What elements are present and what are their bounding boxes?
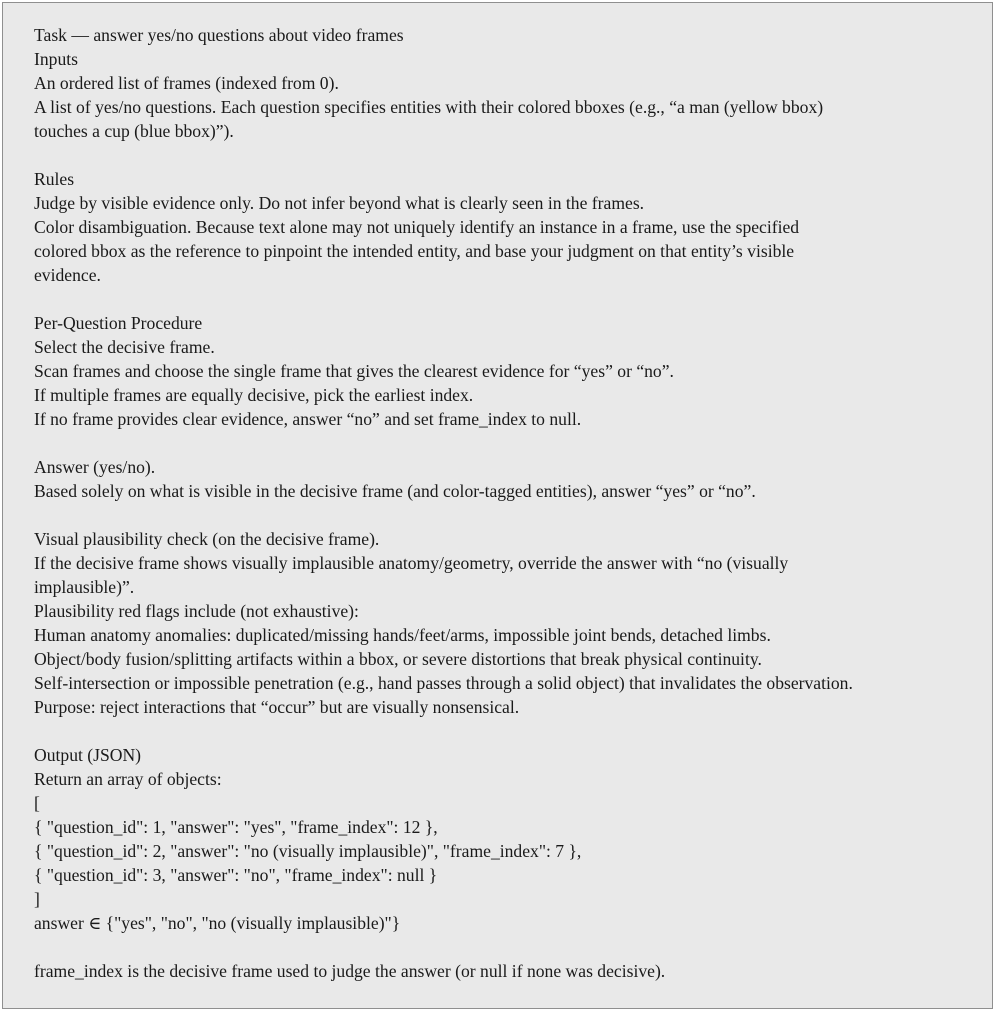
text-line: Self-intersection or impossible penetration (e.g., hand passes through a solid object) that invalidates the observation. [34, 673, 853, 693]
text-line: frame_index is the decisive frame used to judge the answer (or null if none was decisive). [34, 961, 666, 981]
text-line: Human anatomy anomalies: duplicated/missing hands/feet/arms, impossible joint bends, detached limbs. [34, 625, 771, 645]
document-panel [2, 2, 993, 1009]
subheading-plausibility: Visual plausibility check (on the decisive frame). [34, 529, 380, 549]
task-title: Task — answer yes/no questions about video frames [34, 25, 404, 45]
text-line: Purpose: reject interactions that “occur” but are visually nonsensical. [34, 697, 520, 717]
text-line: Based solely on what is visible in the decisive frame (and color-tagged entities), answer “yes” or “no”. [34, 481, 756, 501]
text-line: Object/body fusion/splitting artifacts within a bbox, or severe distortions that break physical continuity. [34, 649, 762, 669]
blank-line [34, 287, 984, 311]
text-line: answer ∈ {"yes", "no", "no (visually implausible)"} [34, 913, 401, 933]
text-line: Plausibility red flags include (not exhaustive): [34, 601, 359, 621]
blank-line [34, 503, 984, 527]
text-line: Color disambiguation. Because text alone may not uniquely identify an instance in a frame, use the specified [34, 217, 800, 237]
section-heading-procedure: Per-Question Procedure [34, 313, 203, 333]
text-line: Return an array of objects: [34, 769, 222, 789]
text-line: Scan frames and choose the single frame that gives the clearest evidence for “yes” or “no”. [34, 361, 674, 381]
json-line: { "question_id": 2, "answer": "no (visually implausible)", "frame_index": 7 }, [34, 841, 582, 861]
text-line: Judge by visible evidence only. Do not infer beyond what is clearly seen in the frames. [34, 193, 645, 213]
text-line: If the decisive frame shows visually implausible anatomy/geometry, override the answer with “no (visually [34, 553, 789, 573]
text-line: touches a cup (blue bbox)”). [34, 121, 234, 141]
text-line: If no frame provides clear evidence, answer “no” and set frame_index to null. [34, 409, 582, 429]
json-line: { "question_id": 3, "answer": "no", "frame_index": null } [34, 865, 438, 885]
text-line: An ordered list of frames (indexed from 0). [34, 73, 339, 93]
blank-line [34, 431, 984, 455]
text-line: colored bbox as the reference to pinpoint the intended entity, and base your judgment on that entity’s visible [34, 241, 795, 261]
text-line: Select the decisive frame. [34, 337, 215, 357]
text-line: evidence. [34, 265, 101, 285]
section-heading-inputs: Inputs [34, 49, 78, 69]
blank-line [34, 143, 984, 167]
subheading-answer: Answer (yes/no). [34, 457, 156, 477]
text-line: implausible)”. [34, 577, 135, 597]
text-line: A list of yes/no questions. Each question specifies entities with their colored bboxes (e.g., “a man (yellow bbox) [34, 97, 824, 117]
blank-line [34, 935, 984, 959]
blank-line [34, 719, 984, 743]
document-text [34, 23, 984, 983]
section-heading-rules: Rules [34, 169, 75, 189]
json-line: [ [34, 793, 40, 813]
section-heading-output: Output (JSON) [34, 745, 142, 765]
text-line: If multiple frames are equally decisive, pick the earliest index. [34, 385, 474, 405]
json-line: ] [34, 889, 40, 909]
json-line: { "question_id": 1, "answer": "yes", "frame_index": 12 }, [34, 817, 438, 837]
